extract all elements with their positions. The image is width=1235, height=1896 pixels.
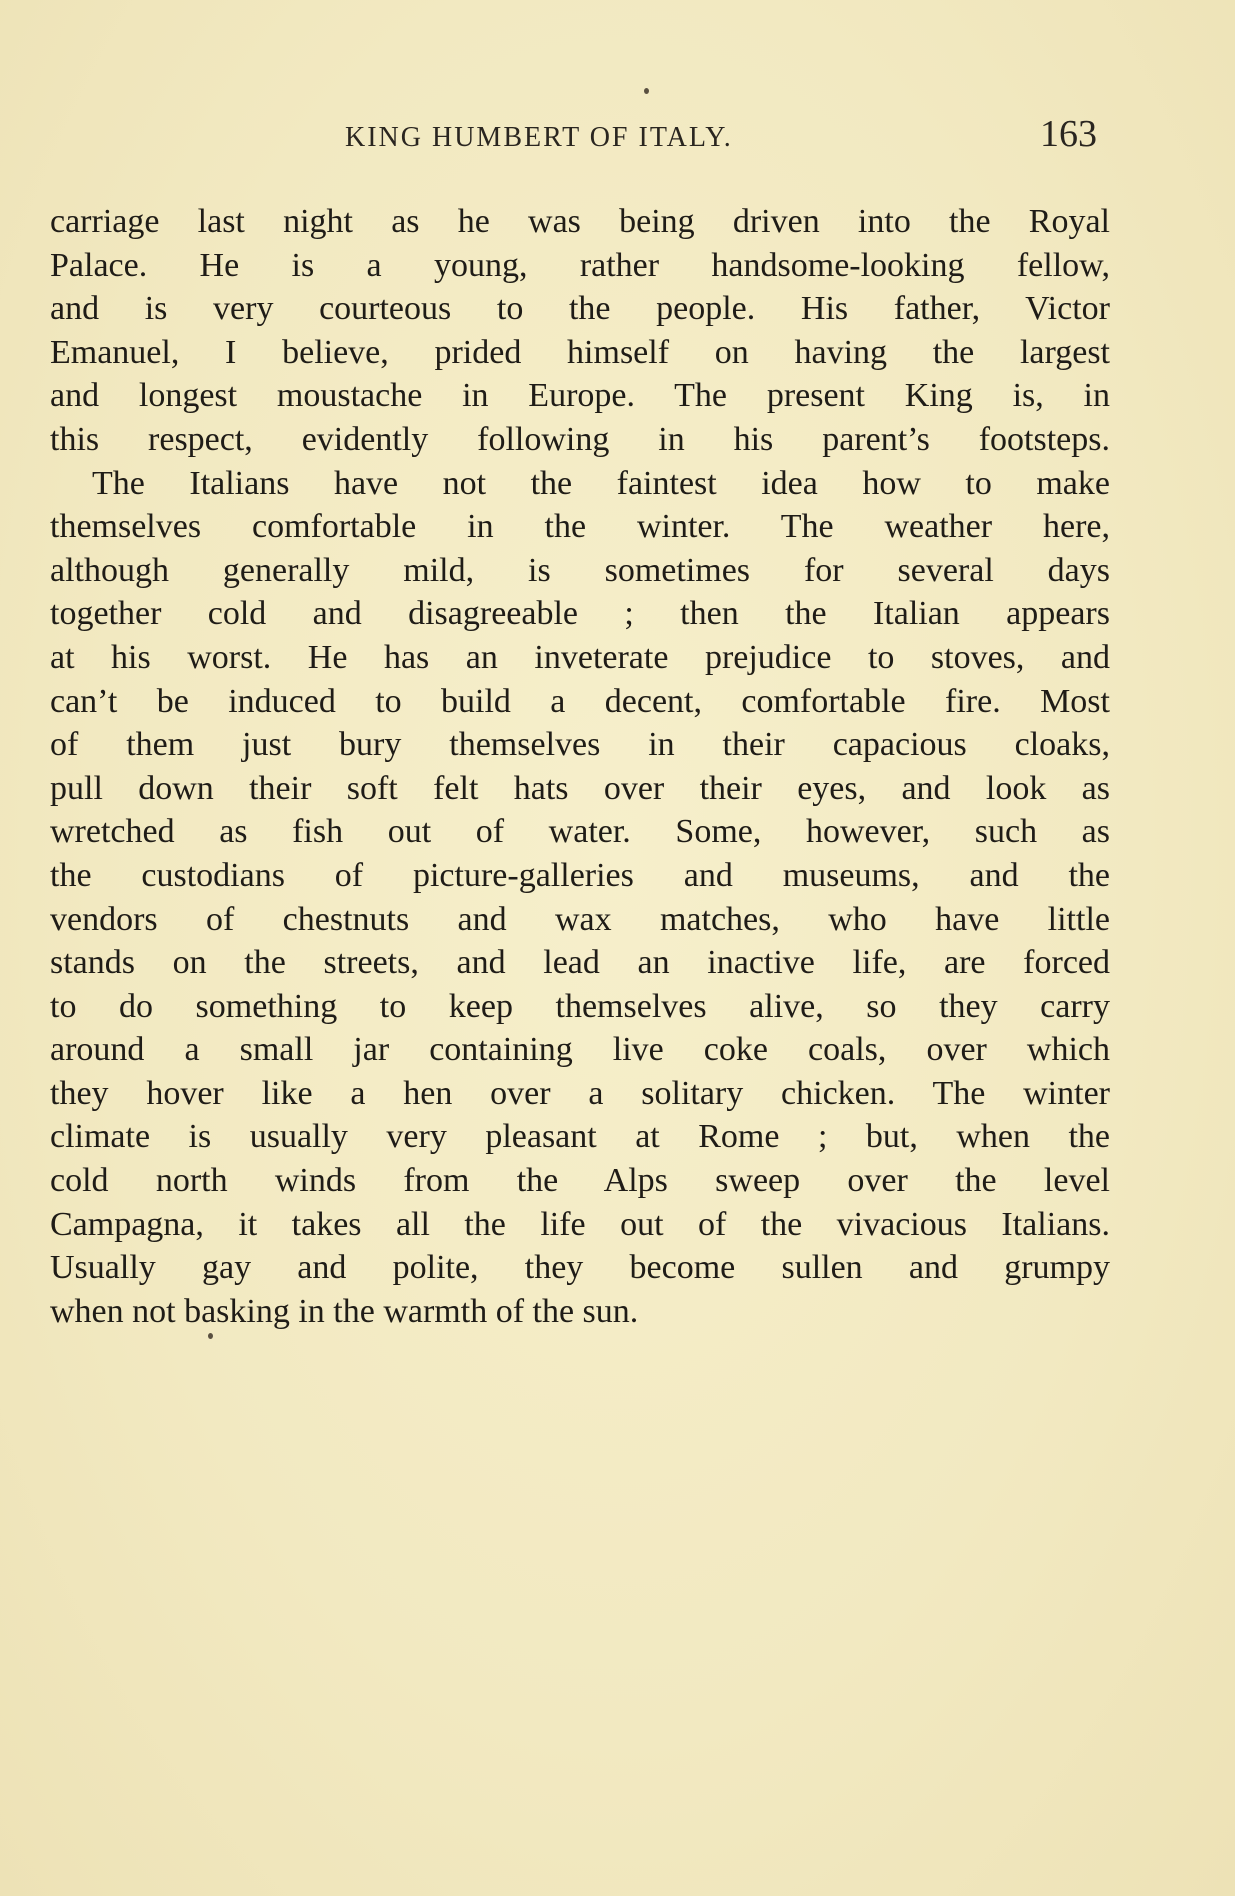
body-text — [50, 200, 1110, 1333]
text-line: vendors of chestnuts and wax matches, who have little — [50, 900, 1110, 938]
text-line: stands on the streets, and lead an inactive life, are forced — [50, 944, 1110, 982]
text-line: the custodians of picture-galleries and museums, and the — [50, 856, 1110, 894]
text-line: themselves comfortable in the winter. The weather here, — [50, 508, 1110, 546]
page-header — [0, 112, 1235, 162]
text-line: and is very courteous to the people. His father, Victor — [50, 290, 1110, 328]
text-line: carriage last night as he was being driven into the Royal — [50, 203, 1110, 240]
text-line: to do something to keep themselves alive, so they carry — [50, 987, 1110, 1025]
text-line: cold north winds from the Alps sweep over the level — [50, 1162, 1110, 1200]
ink-speck — [644, 88, 649, 94]
page-number: 163 — [1040, 113, 1097, 155]
text-line: they hover like a hen over a solitary chicken. The winter — [50, 1074, 1110, 1112]
text-line: Campagna, it takes all the life out of the vivacious Italians. — [50, 1205, 1110, 1243]
text-line: Palace. He is a young, rather handsome-looking fellow, — [50, 246, 1110, 284]
text-line: Usually gay and polite, they become sullen and grumpy — [50, 1249, 1110, 1287]
text-line: and longest moustache in Europe. The present King is, in — [50, 377, 1110, 415]
text-line: pull down their soft felt hats over their eyes, and look as — [50, 769, 1110, 807]
text-line: although generally mild, is sometimes for several days — [50, 551, 1110, 589]
text-line: this respect, evidently following in his parent’s footsteps. — [50, 420, 1110, 458]
text-line: of them just bury themselves in their capacious cloaks, — [50, 726, 1110, 764]
text-line: around a small jar containing live coke coals, over which — [50, 1031, 1110, 1069]
text-line: wretched as fish out of water. Some, however, such as — [50, 813, 1110, 851]
paragraph-last-line: when not basking in the warmth of the sun. — [50, 1292, 639, 1330]
text-line: can’t be induced to build a decent, comfortable fire. Most — [50, 682, 1110, 720]
text-line: at his worst. He has an inveterate prejudice to stoves, and — [50, 638, 1110, 676]
ink-speck — [208, 1333, 213, 1339]
text-line: Emanuel, I believe, prided himself on having the largest — [50, 333, 1110, 371]
running-title: KING HUMBERT OF ITALY. — [345, 122, 733, 153]
paragraph-first-line: The Italians have not the faintest idea how to make — [92, 464, 1110, 502]
text-line: climate is usually very pleasant at Rome ; but, when the — [50, 1118, 1110, 1156]
text-line: together cold and disagreeable ; then the Italian appears — [50, 595, 1110, 633]
